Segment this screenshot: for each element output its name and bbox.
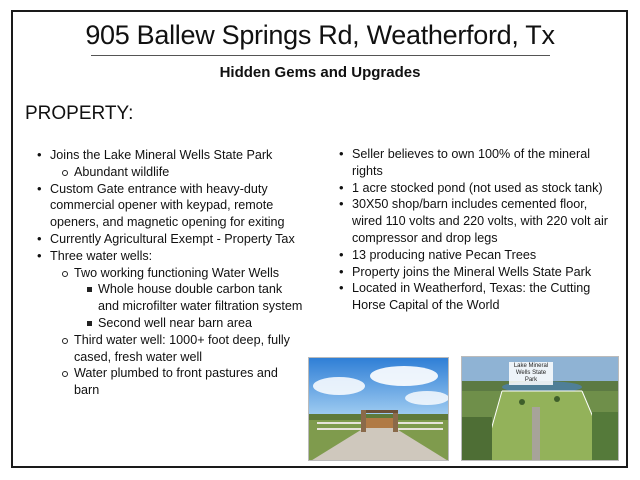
list-item: • 13 producing native Pecan Trees — [338, 247, 608, 264]
list-item: Third water well: 1000+ foot deep, fully cased, fresh water well — [36, 332, 304, 366]
list-item: • Seller believes to own 100% of the mineral rights — [338, 146, 608, 180]
list-item: • 1 acre stocked pond (not used as stock tank) — [338, 180, 608, 197]
page-title: 905 Ballew Springs Rd, Weatherford, Tx — [85, 20, 555, 50]
list-item: Water plumbed to front pastures and barn — [36, 365, 304, 399]
list-item: • Property joins the Mineral Wells State Park — [338, 264, 608, 281]
list-item: Abundant wildlife — [36, 164, 304, 181]
list-item: • Currently Agricultural Exempt - Property Tax — [36, 231, 304, 248]
list-item: Whole house double carbon tank and microfilter water filtration system — [36, 281, 304, 315]
page-subtitle: Hidden Gems and Upgrades — [219, 64, 421, 81]
aerial-photo-label: Lake Mineral Wells State Park — [509, 362, 553, 385]
list-item: Second well near barn area — [36, 315, 304, 332]
list-item: Two working functioning Water Wells — [36, 265, 304, 282]
list-item: • Located in Weatherford, Texas: the Cutting Horse Capital of the World — [338, 280, 608, 314]
list-item: • Custom Gate entrance with heavy-duty commercial opener with keypad, remote openers, and magnetic opening for exiting — [36, 181, 304, 231]
property-features-right — [338, 146, 608, 314]
title-divider — [91, 55, 550, 56]
section-heading: PROPERTY: — [25, 103, 134, 124]
aerial-property-photo — [461, 356, 619, 461]
list-item: • 30X50 shop/barn includes cemented floor, wired 110 volts and 220 volts, with 220 volt air compressor and drop legs — [338, 196, 608, 246]
gate-entrance-photo — [308, 357, 449, 461]
property-features-left — [36, 147, 304, 399]
list-item: • Three water wells: — [36, 248, 304, 265]
list-item: • Joins the Lake Mineral Wells State Park — [36, 147, 304, 164]
